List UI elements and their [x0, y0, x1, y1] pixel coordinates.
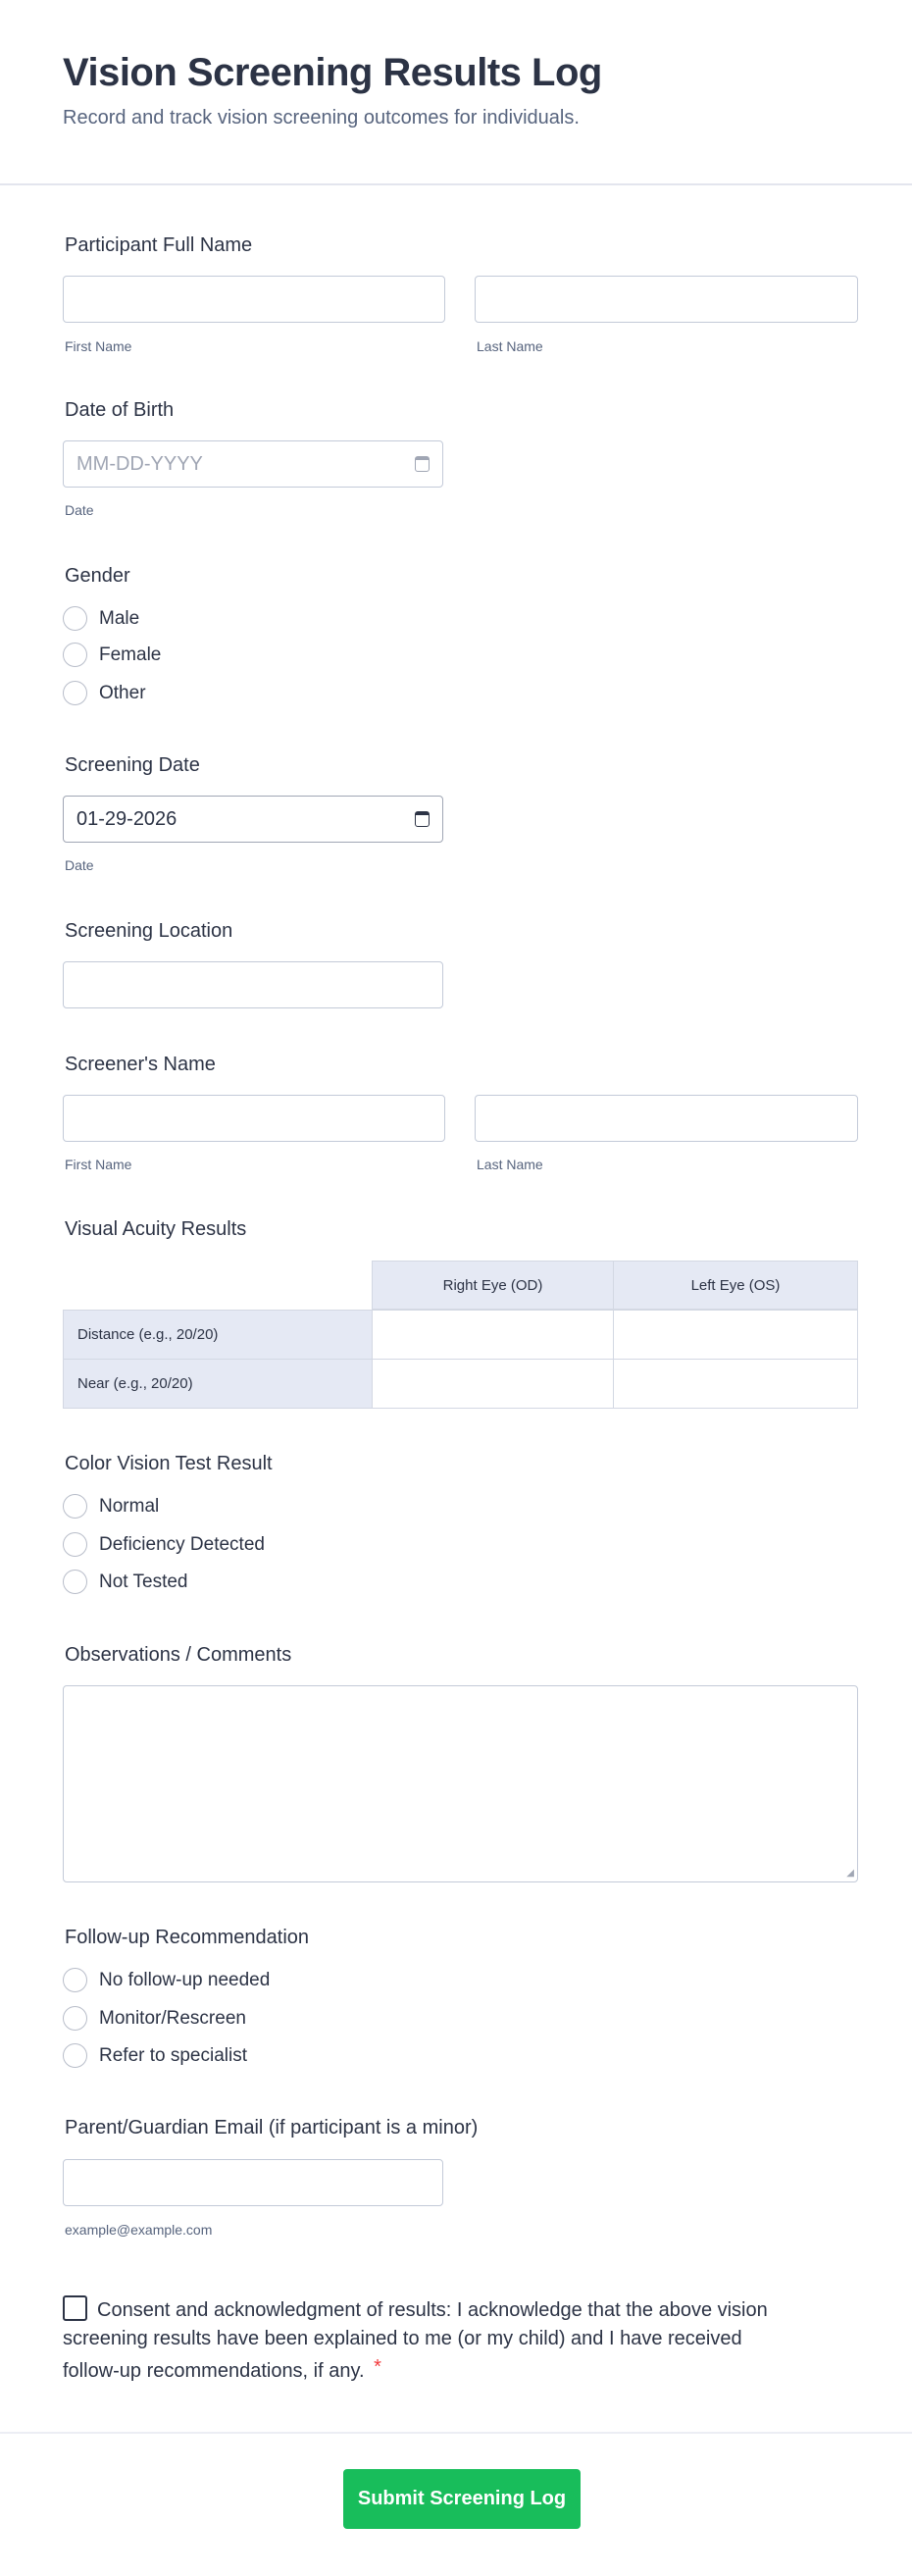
first-name-sublabel: First Name	[65, 338, 132, 354]
radio-icon[interactable]	[63, 1494, 87, 1519]
dob-input[interactable]	[63, 440, 443, 488]
screener-last-name-input[interactable]	[475, 1095, 858, 1142]
color-option-deficiency[interactable]: Deficiency Detected	[63, 1532, 265, 1557]
followup-option-none[interactable]: No follow-up needed	[63, 1968, 270, 1992]
color-vision-label: Color Vision Test Result	[65, 1453, 273, 1474]
screening-date-value: 01-29-2026	[76, 807, 177, 830]
near-left-eye-input[interactable]	[613, 1359, 858, 1409]
participant-last-name-input[interactable]	[475, 276, 858, 323]
radio-icon[interactable]	[63, 643, 87, 667]
consent-checkbox-field[interactable]	[63, 2295, 779, 2386]
distance-right-eye-input[interactable]	[372, 1310, 614, 1360]
visual-acuity-label: Visual Acuity Results	[65, 1218, 247, 1240]
footer-divider	[0, 2432, 912, 2434]
row-label-distance: Distance (e.g., 20/20)	[63, 1310, 373, 1360]
radio-icon[interactable]	[63, 681, 87, 705]
page-title: Vision Screening Results Log	[63, 51, 602, 94]
participant-first-name-input[interactable]	[63, 276, 445, 323]
page-subtitle: Record and track vision screening outcomes for individuals.	[63, 107, 580, 129]
gender-option-other[interactable]: Other	[63, 681, 146, 705]
consent-checkbox[interactable]	[63, 2295, 87, 2321]
guardian-email-input[interactable]	[63, 2159, 443, 2206]
dob-placeholder: MM-DD-YYYY	[76, 452, 203, 475]
near-right-eye-input[interactable]	[372, 1359, 614, 1409]
distance-left-eye-input[interactable]	[613, 1310, 858, 1360]
observations-label: Observations / Comments	[65, 1644, 292, 1666]
first-name-sublabel: First Name	[65, 1157, 132, 1172]
last-name-sublabel: Last Name	[477, 338, 543, 354]
color-option-normal[interactable]: Normal	[63, 1494, 159, 1519]
screener-first-name-input[interactable]	[63, 1095, 445, 1142]
screening-date-label: Screening Date	[65, 754, 200, 776]
radio-icon[interactable]	[63, 2006, 87, 2031]
row-label-near: Near (e.g., 20/20)	[63, 1359, 373, 1409]
screener-name-label: Screener's Name	[65, 1054, 216, 1075]
required-mark: *	[374, 2356, 381, 2378]
radio-icon[interactable]	[63, 1968, 87, 1992]
submit-button[interactable]: Submit Screening Log	[343, 2469, 581, 2529]
color-option-not-tested[interactable]: Not Tested	[63, 1570, 187, 1594]
visual-acuity-table	[63, 1261, 858, 1409]
calendar-icon[interactable]	[415, 456, 430, 472]
participant-name-label: Participant Full Name	[65, 234, 253, 256]
screening-date-sublabel: Date	[65, 857, 94, 873]
followup-option-monitor[interactable]: Monitor/Rescreen	[63, 2006, 246, 2031]
observations-textarea[interactable]	[63, 1685, 858, 1882]
dob-label: Date of Birth	[65, 399, 175, 421]
radio-icon[interactable]	[63, 1532, 87, 1557]
dob-sublabel: Date	[65, 502, 94, 518]
radio-icon[interactable]	[63, 606, 87, 631]
resize-handle-icon[interactable]: ◢	[846, 1868, 854, 1879]
followup-label: Follow-up Recommendation	[65, 1927, 310, 1948]
gender-option-male[interactable]: Male	[63, 606, 139, 631]
last-name-sublabel: Last Name	[477, 1157, 543, 1172]
screening-location-label: Screening Location	[65, 920, 233, 942]
screening-location-input[interactable]	[63, 961, 443, 1008]
column-header-left-eye: Left Eye (OS)	[613, 1261, 858, 1310]
followup-option-refer[interactable]: Refer to specialist	[63, 2043, 247, 2068]
guardian-email-label: Parent/Guardian Email (if participant is a minor)	[65, 2117, 479, 2138]
radio-icon[interactable]	[63, 1570, 87, 1594]
email-sublabel: example@example.com	[65, 2222, 213, 2238]
consent-text: Consent and acknowledgment of results: I acknowledge that the above vision screening results have been explained to me (or my child) and I have received follow-up recommendations, if any.	[63, 2299, 768, 2382]
radio-icon[interactable]	[63, 2043, 87, 2068]
gender-option-female[interactable]: Female	[63, 643, 161, 667]
calendar-icon[interactable]	[415, 811, 430, 827]
header-divider	[0, 183, 912, 185]
column-header-right-eye: Right Eye (OD)	[372, 1261, 614, 1310]
gender-label: Gender	[65, 565, 130, 587]
screening-date-input[interactable]	[63, 796, 443, 843]
